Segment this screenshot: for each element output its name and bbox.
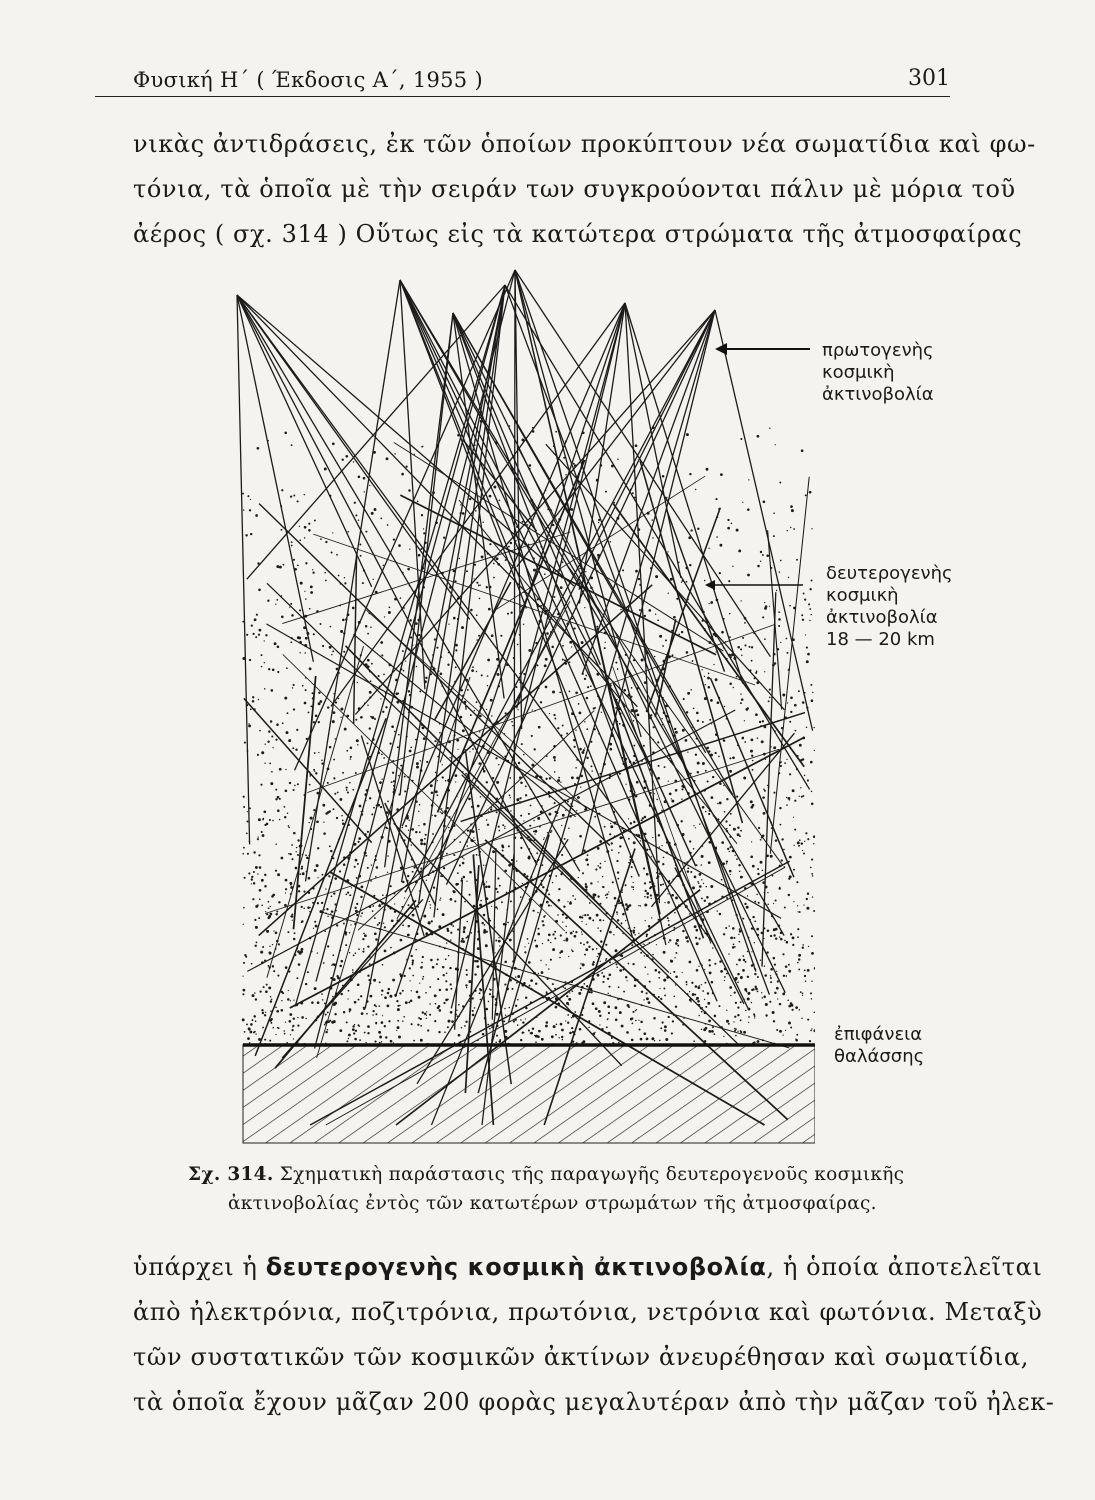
header-title: Φυσική Η΄ ( Έκδοσις Α΄, 1955 ) (133, 68, 483, 92)
text-line: ὑπάρχει ἡ δευτερογενὴς κοσμικὴ ἀκτινοβολία, ἡ ὁποία ἀποτελεῖται (133, 1253, 1043, 1281)
label-secondary-radiation: δευτερογενὴς κοσμικὴ ἀκτινοβολία 18 — 20 km (826, 563, 953, 650)
caption-line-1: Σχηματικὴ παράστασις τῆς παραγωγῆς δευτερογενοῦς κοσμικῆς (279, 1164, 905, 1185)
air-density-dots (242, 407, 815, 1046)
cosmic-ray-figure (215, 255, 815, 1155)
running-header (95, 62, 950, 97)
text-line: νικὰς ἀντιδράσεις, ἐκ τῶν ὁποίων προκύπτουν νέα σωματίδια καὶ φω- (133, 130, 1036, 158)
label-primary-radiation: πρωτογενὴς κοσμικὴ ἀκτινοβολία (822, 340, 934, 405)
text-line: ἀπὸ ἠλεκτρόνια, ποζιτρόνια, πρωτόνια, νετρόνια καὶ φωτόνια. Μεταξὺ (133, 1298, 1043, 1326)
bold-term: δευτερογενὴς κοσμικὴ ἀκτινοβολία (265, 1253, 767, 1281)
label-sea-surface: ἐπιφάνεια θαλάσσης (834, 1024, 925, 1067)
figure-caption (188, 1160, 904, 1218)
figure-number: Σχ. 314. (188, 1164, 274, 1185)
text-line: τῶν συστατικῶν τῶν κοσμικῶν ἀκτίνων ἀνευρέθησαν καὶ σωματίδια, (133, 1343, 1029, 1371)
primary-arrow (715, 342, 815, 356)
particle-tracks (237, 270, 813, 1125)
text-line: τὰ ὁποῖα ἔχουν μᾶζαν 200 φορὰς μεγαλυτέραν ἀπὸ τὴν μᾶζαν τοῦ ἠλεκ- (133, 1388, 1055, 1416)
page-number: 301 (908, 66, 950, 91)
text-line: τόνια, τὰ ὁποῖα μὲ τὴν σειράν των συγκρούονται πάλιν μὲ μόρια τοῦ (133, 175, 1016, 203)
sea-hatching (243, 1045, 815, 1143)
paragraph-top (133, 122, 1036, 257)
paragraph-bottom (133, 1245, 1055, 1425)
text-line: ἀέρος ( σχ. 314 ) Οὕτως εἰς τὰ κατώτερα στρώματα τῆς ἀτμοσφαίρας (133, 220, 1023, 248)
caption-line-2: ἀκτινοβολίας ἐντὸς τῶν κατωτέρων στρωμάτων τῆς ἀτμοσφαίρας. (228, 1193, 877, 1214)
